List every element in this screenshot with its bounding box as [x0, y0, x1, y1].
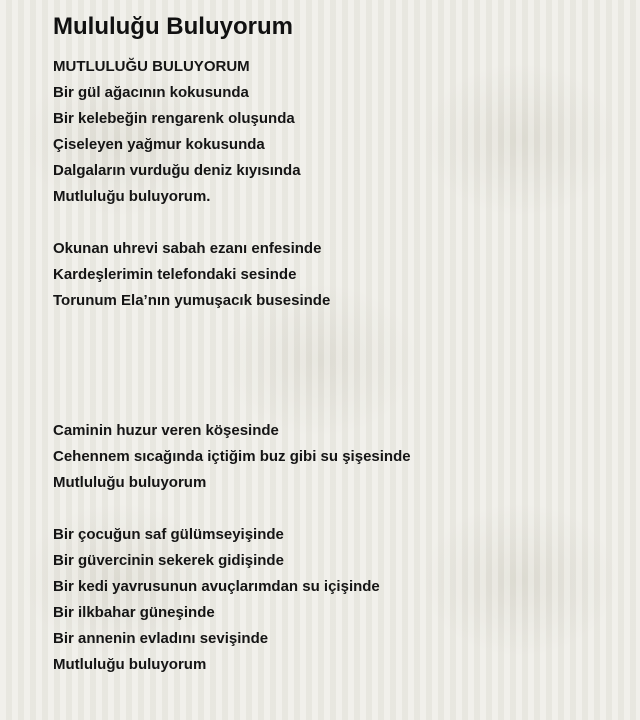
- poem-line: Mutluluğu buluyorum: [53, 656, 207, 673]
- stanza-break: [53, 340, 623, 366]
- poem-line: Kardeşlerimin telefondaki sesinde: [53, 266, 297, 283]
- poem-line: Torunum Ela’nın yumuşacık busesinde: [53, 292, 331, 309]
- poem-title: Mululuğu Buluyorum: [53, 13, 293, 40]
- stanza-break: [53, 366, 623, 392]
- stanza-break: [53, 392, 623, 418]
- poem-line: Caminin huzur veren köşesinde: [53, 422, 279, 439]
- poem-line: Bir güvercinin sekerek gidişinde: [53, 552, 284, 569]
- poem-line: Dalgaların vurduğu deniz kıyısında: [53, 162, 301, 179]
- poem-line: Bir ilkbahar güneşinde: [53, 604, 215, 621]
- stanza-break: [53, 314, 623, 340]
- poem-line: Bir annenin evladını sevişinde: [53, 630, 269, 647]
- poem-line: Cehennem sıcağında içtiğim buz gibi su şişesinde: [53, 448, 411, 465]
- poem-line: Mutluluğu buluyorum: [53, 474, 207, 491]
- poem-line: MUTLULUĞU BULUYORUM: [53, 58, 250, 75]
- stanza-break: [53, 210, 623, 236]
- poem-line: Bir kelebeğin rengarenk oluşunda: [53, 110, 295, 127]
- poem-line: Bir kedi yavrusunun avuçlarımdan su içişinde: [53, 578, 380, 595]
- stanza-break: [53, 496, 623, 522]
- poem-body: [53, 54, 623, 678]
- poem-line: Okunan uhrevi sabah ezanı enfesinde: [53, 240, 322, 257]
- poem-line: Çiseleyen yağmur kokusunda: [53, 136, 265, 153]
- poem-line: Bir çocuğun saf gülümseyişinde: [53, 526, 284, 543]
- poem-line: Bir gül ağacının kokusunda: [53, 84, 249, 101]
- poem-container: [53, 12, 623, 678]
- poem-line: Mutluluğu buluyorum.: [53, 188, 211, 205]
